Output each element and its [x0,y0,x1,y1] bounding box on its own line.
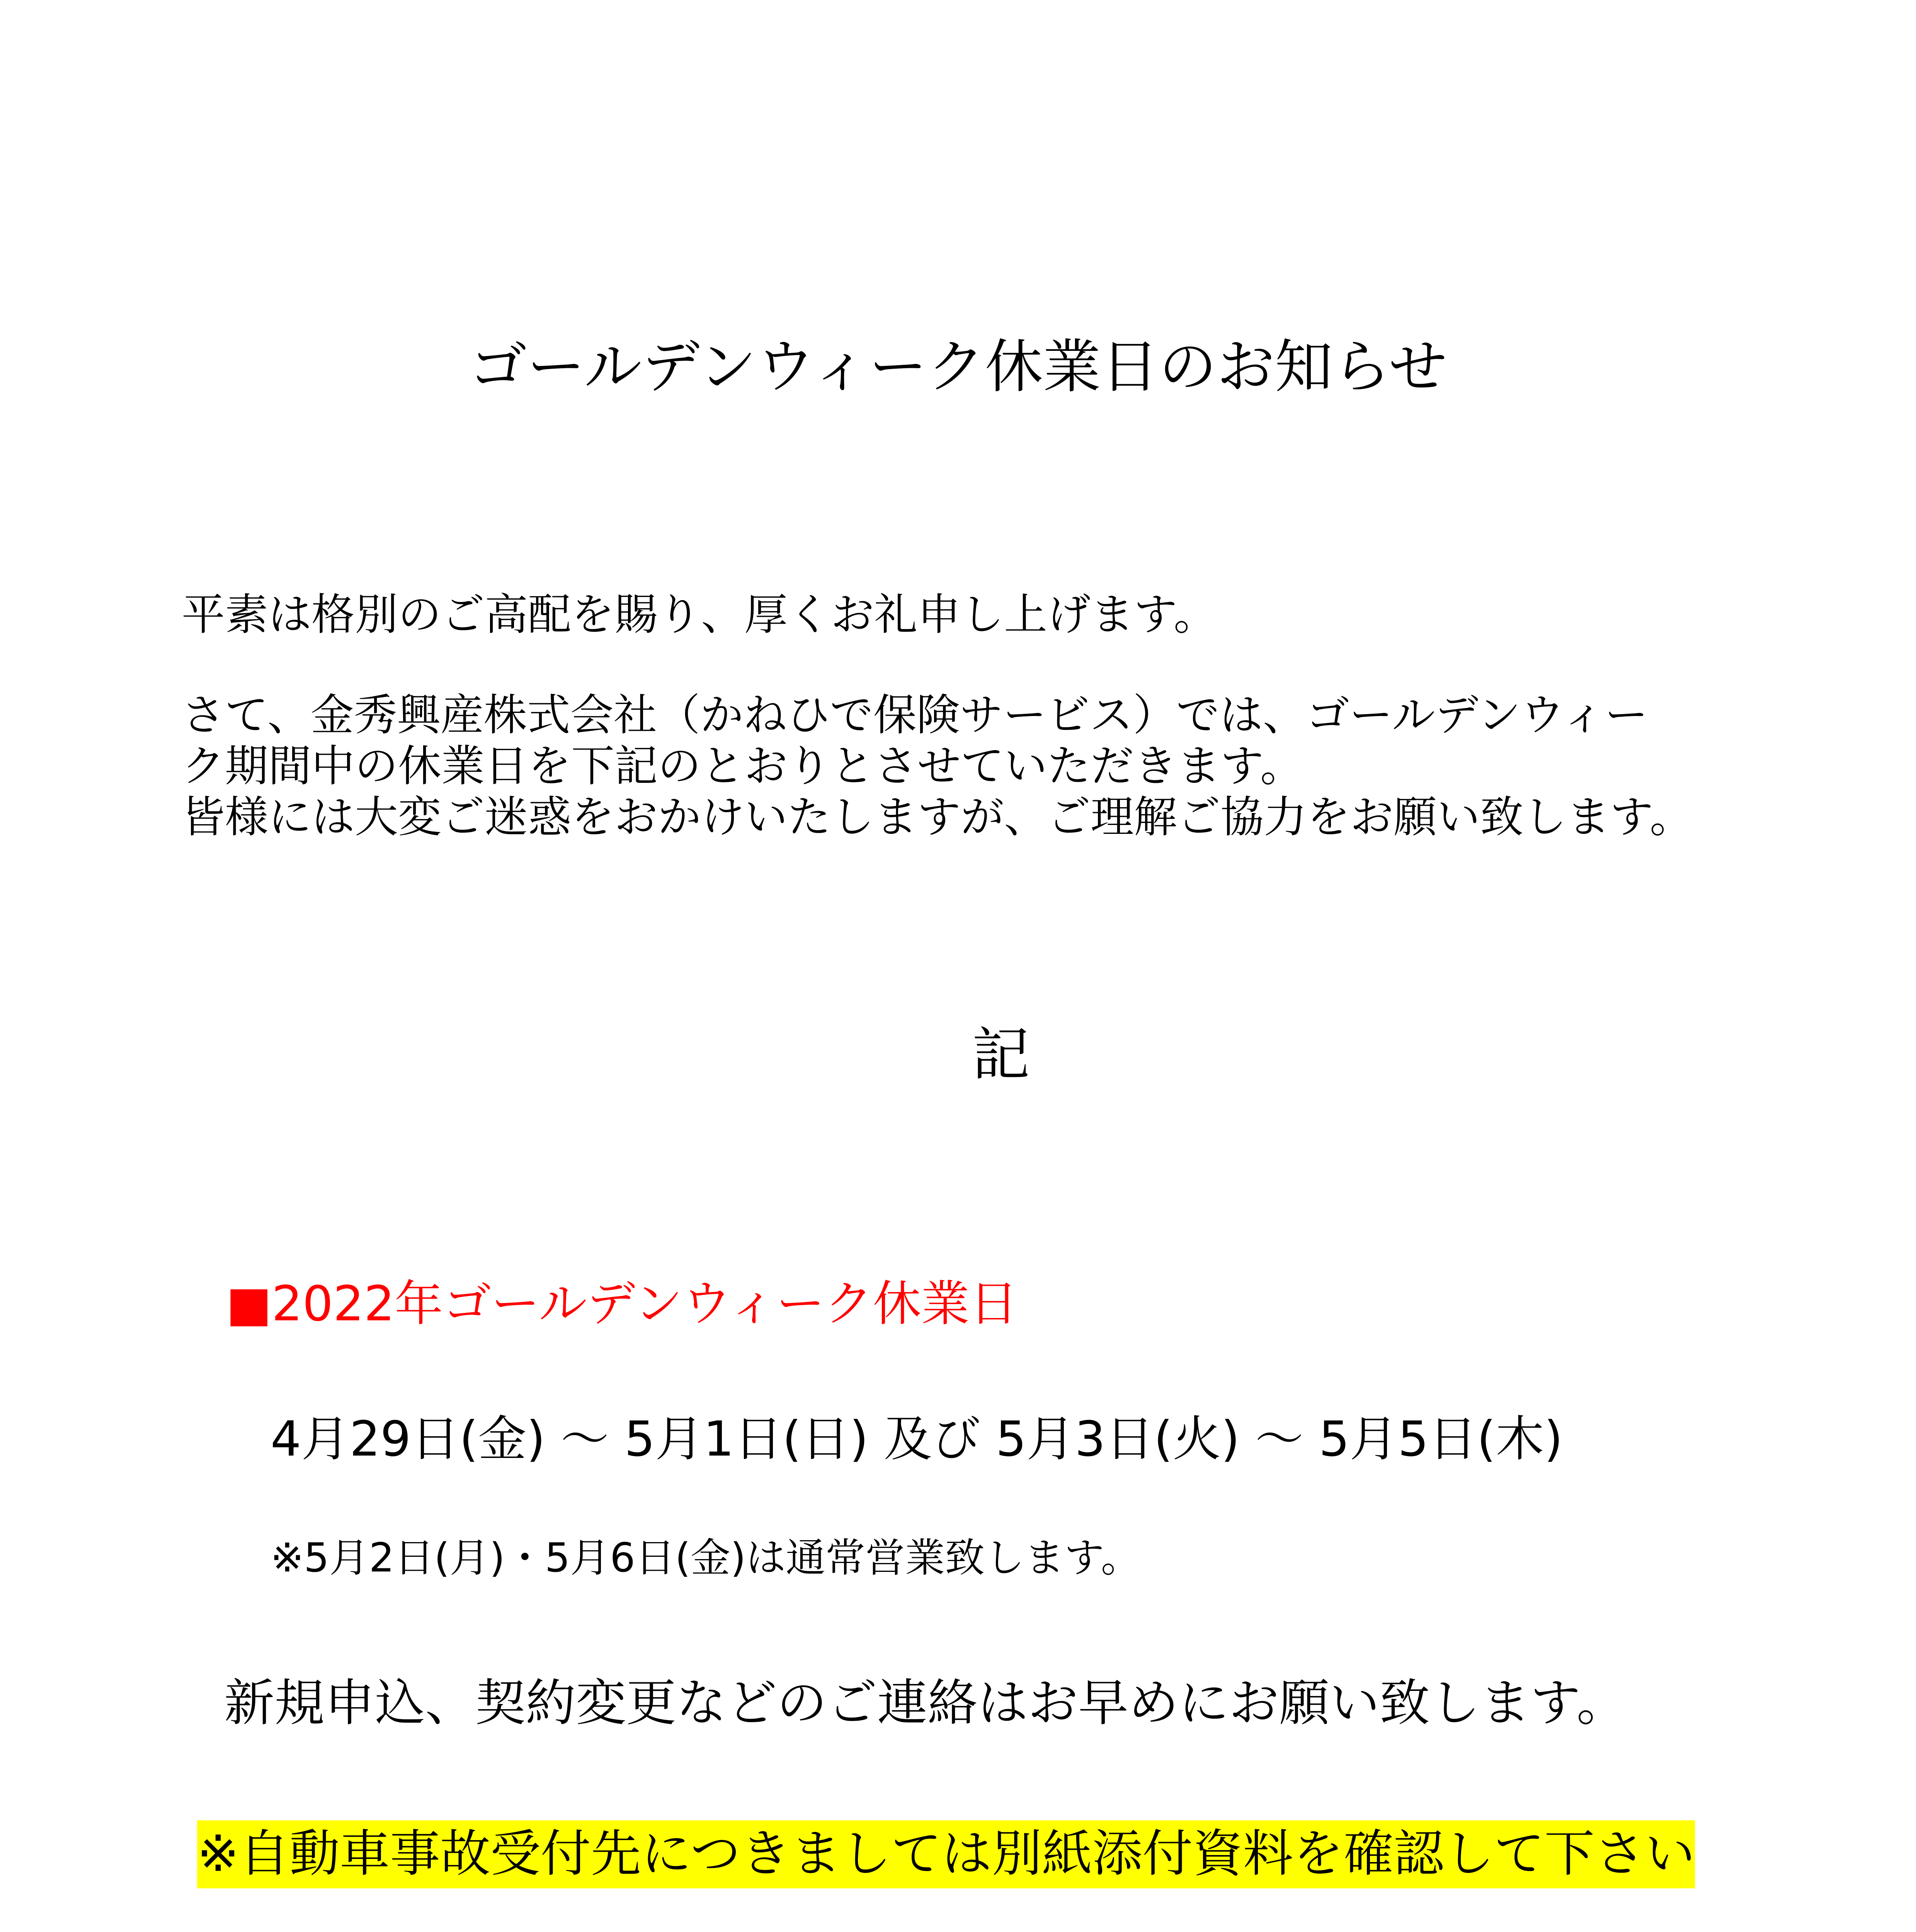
notice-title: ゴールデンウィーク休業日のお知らせ [469,333,1447,401]
accident-notice-text: ※自動車事故受付先につきましては別紙添付資料を確認して下さい [197,1820,1695,1888]
ki-heading: 記 [972,1021,1030,1088]
holiday-note: ※5月2日(月)・5月6日(金)は通常営業致します。 [271,1535,1141,1581]
early-contact-notice: 新規申込、契約変更などのご連絡はお早めにお願い致します。 [224,1673,1627,1732]
holiday-heading: ■2022年ゴールデンウィーク休業日 [226,1276,1018,1332]
greeting-text: 平素は格別のご高配を賜り、厚くお礼申し上げます。 [182,590,1217,640]
accident-notice [197,1824,1695,1884]
holiday-dates: 4月29日(金) ～ 5月1日(日) 及び 5月3日(火) ～ 5月5日(木) [271,1411,1563,1467]
body-line-1: さて、金秀興産株式会社（かねひで保険サービス）では、ゴールデンウィー [182,690,1648,740]
body-line-3: 皆様には大変ご迷惑をおかけいたしますが、ご理解ご協力をお願い致します。 [182,792,1693,842]
body-line-2: ク期間中の休業日を下記のとおりとさせていただきます。 [182,741,1304,791]
